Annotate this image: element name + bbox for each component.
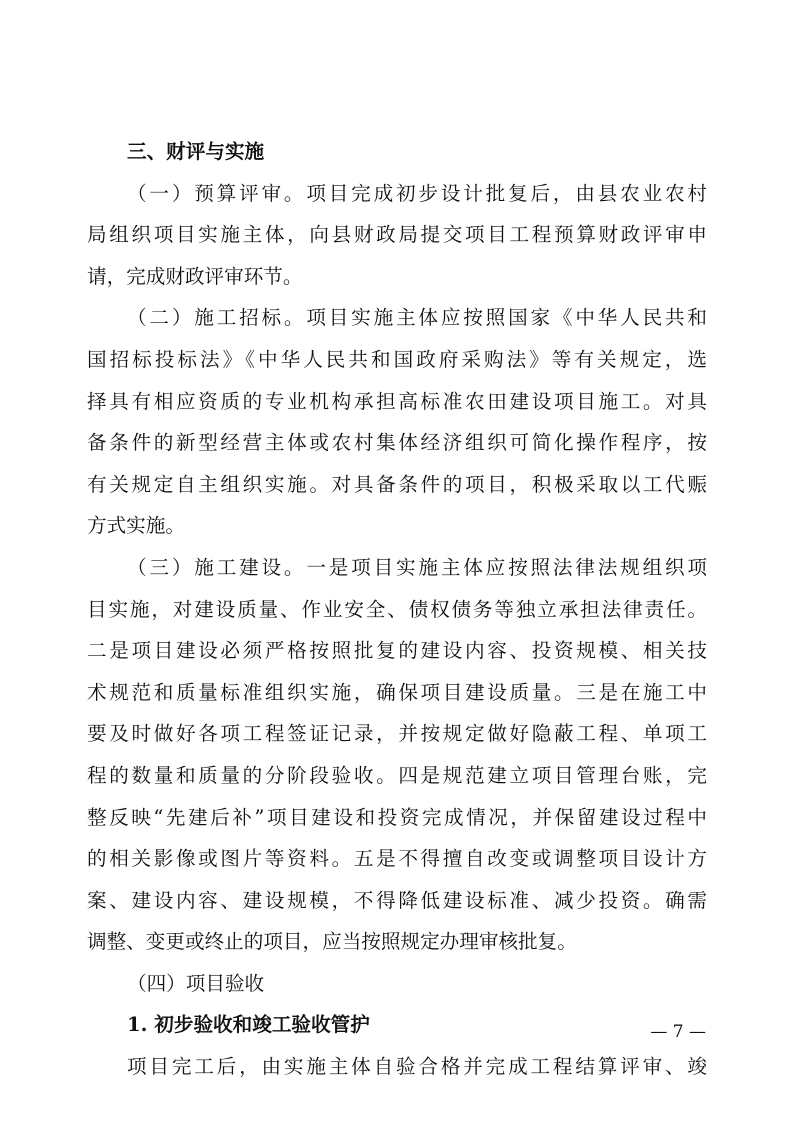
paragraph-line: 调整、变更或终止的项目，应当按照规定办理审核批复。 (87, 930, 577, 954)
paragraph-line: 目实施，对建设质量、作业安全、债权债务等独立承担法律责任。 (87, 597, 707, 621)
subsection-heading: （四）项目验收 (127, 971, 265, 995)
paragraph-construction-bidding (87, 297, 707, 547)
paragraph-line: （一）预算评审。项目完成初步设计批复后，由县农业农村 (127, 181, 707, 205)
paragraph-line: （二）施工招标。项目实施主体应按照国家《中华人民共和 (127, 306, 707, 330)
paragraph-line: 局组织项目实施主体，向县财政局提交项目工程预算财政评审申 (87, 223, 707, 247)
paragraph-line: 方式实施。 (87, 514, 185, 538)
paragraph-line: 二是项目建设必须严格按照批复的建设内容、投资规模、相关技 (87, 639, 707, 663)
paragraph-line: 术规范和质量标准组织实施，确保项目建设质量。三是在施工中 (87, 680, 707, 704)
paragraph-line: 程的数量和质量的分阶段验收。四是规范建立项目管理台账，完 (87, 763, 707, 787)
paragraph-line: 择具有相应资质的专业机构承担高标准农田建设项目施工。对具 (87, 389, 707, 413)
paragraph-line: 要及时做好各项工程签证记录，并按规定做好隐蔽工程、单项工 (87, 722, 707, 746)
numbered-heading: 1. 初步验收和竣工验收管护 (127, 1013, 370, 1037)
page-number: — 7 — (650, 1022, 706, 1042)
paragraph-line: 的相关影像或图片等资料。五是不得擅自改变或调整项目设计方 (87, 847, 707, 871)
paragraph-line: 请，完成财政评审环节。 (87, 264, 303, 288)
page-body (87, 131, 707, 1088)
paragraph-budget-review (87, 173, 707, 298)
paragraph-line: 国招标投标法》《中华人民共和国政府采购法》等有关规定，选 (87, 347, 707, 371)
paragraph-line: 有关规定自主组织实施。对具备条件的项目，积极采取以工代赈 (87, 472, 707, 496)
paragraph-line: 案、建设内容、建设规模，不得降低建设标准、减少投资。确需 (87, 888, 707, 912)
paragraph-line: （三）施工建设。一是项目实施主体应按照法律法规组织项 (127, 555, 707, 579)
section-heading: 三、财评与实施 (127, 140, 265, 163)
paragraph-acceptance (87, 1046, 707, 1088)
paragraph-line: 备条件的新型经营主体或农村集体经济组织可简化操作程序，按 (87, 431, 707, 455)
paragraph-line: 整反映“先建后补”项目建设和投资完成情况，并保留建设过程中 (87, 805, 707, 829)
paragraph-construction (87, 547, 707, 963)
paragraph-line: 项目完工后，由实施主体自验合格并完成工程结算评审、竣 (127, 1055, 707, 1079)
